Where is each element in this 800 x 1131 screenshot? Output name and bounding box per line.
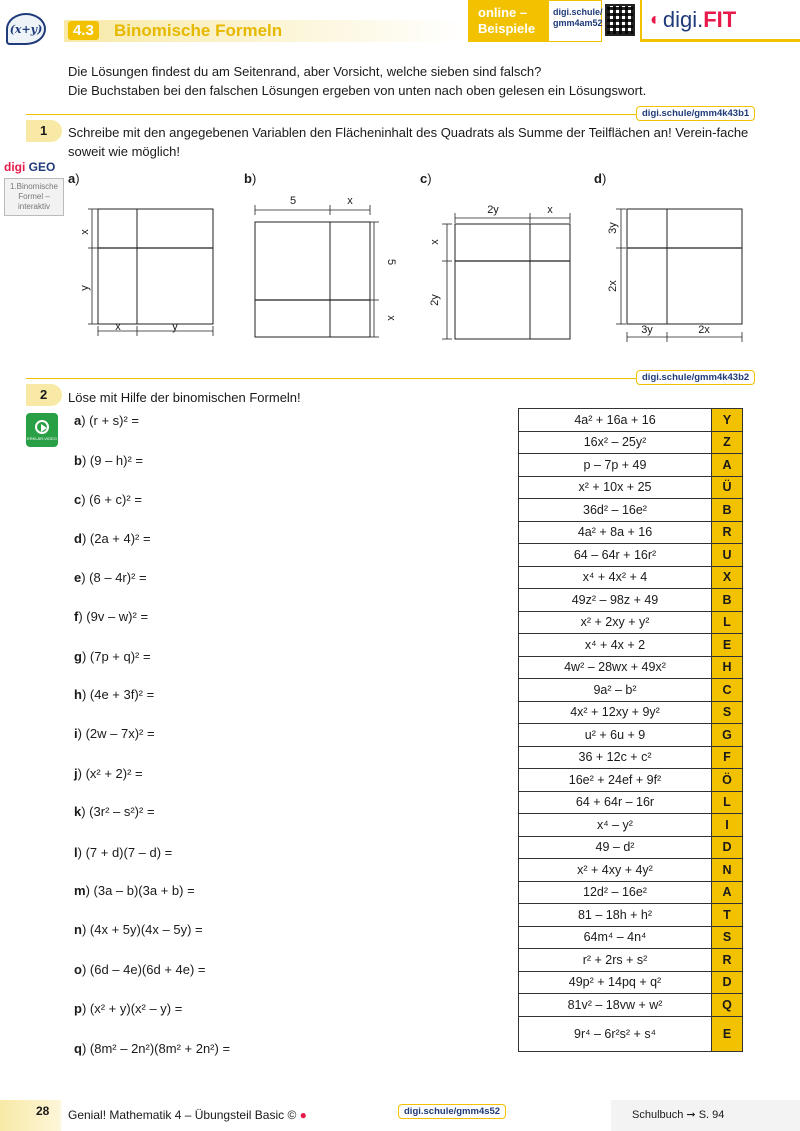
exercise2-text: Löse mit Hilfe der binomischen Formeln! [68,390,301,405]
online-link-line2: gmm4am52 [553,18,603,28]
figure-b-diagram [250,190,400,345]
solution-row [519,926,743,949]
solution-row [519,724,743,747]
solution-letter: G [712,724,743,747]
task-i: i) (2w – 7x)² = [74,726,155,741]
solution-term: 49p² + 14pq + q² [519,971,712,994]
fig-d-left-bottom: 2x [607,280,619,292]
figure-c-label: c) [420,171,432,186]
solution-term: 49 – d² [519,836,712,859]
fig-c-top-right: x [547,204,553,216]
solution-term: 16e² + 24ef + 9f² [519,769,712,792]
task-b: b) (9 – h)² = [74,453,143,468]
exercise1-text: Schreibe mit den angegebenen Variablen den Flächeninhalt des Quadrats als Summe der Teilflächen an! Verein-fache soweit wie möglich! [68,125,749,159]
solution-letter: D [712,971,743,994]
ex2-code-link[interactable]: digi.schule/gmm4k43b2 [636,370,755,385]
digigeo-box[interactable]: 1.Binomische Formel – interaktiv [4,178,64,216]
solution-row [519,994,743,1017]
solution-letter: Y [712,409,743,432]
solution-letter: N [712,859,743,882]
solution-term: u² + 6u + 9 [519,724,712,747]
solutions-table [518,408,743,1052]
intro-line2: Die Buchstaben bei den falschen Lösungen ergeben von unten nach oben gelesen ein Lösungswort. [68,83,647,98]
solution-row [519,454,743,477]
figure-b-label: b) [244,171,257,186]
divider-ex1 [26,114,636,115]
task-p: p) (x² + y)(x² – y) = [74,1001,183,1016]
fig-a-left-bottom: y [79,285,91,291]
solution-letter: R [712,521,743,544]
digifit-icon: ◐ [650,9,661,29]
solution-row [519,544,743,567]
solution-row [519,814,743,837]
ex1-code-link[interactable]: digi.schule/gmm4k43b1 [636,106,755,121]
online-line2: Beispiele [478,21,536,36]
solution-row [519,1016,743,1051]
solution-row [519,791,743,814]
digigeo-logo-a: digi [4,160,26,174]
digigeo-widget[interactable] [4,160,64,216]
solution-row [519,679,743,702]
page-number: 28 [36,1104,50,1118]
solution-term: r² + 2rs + s² [519,949,712,972]
solution-term: 36 + 12c + c² [519,746,712,769]
schoolbook-reference: Schulbuch ➞ S. 94 [632,1109,725,1121]
solution-term: x⁴ + 4x + 2 [519,634,712,657]
solution-term: 4x² + 12xy + 9y² [519,701,712,724]
fig-c-left-bottom: 2y [429,294,441,306]
figure-d-diagram [605,200,745,345]
solution-letter: A [712,454,743,477]
solution-row [519,611,743,634]
task-q: q) (8m² – 2n²)(8m² + 2n²) = [74,1041,231,1056]
solution-letter: E [712,634,743,657]
solution-row [519,589,743,612]
online-examples-link[interactable] [548,0,602,42]
solution-row [519,769,743,792]
solution-row [519,836,743,859]
task-k: k) (3r² – s²)² = [74,804,155,819]
digifit-suffix: FIT [703,6,737,32]
solution-letter: R [712,949,743,972]
figure-c-diagram [425,198,575,348]
solution-letter: F [712,746,743,769]
fig-b-top-right: x [347,195,353,207]
solution-term: p – 7p + 49 [519,454,712,477]
page-header [0,0,800,48]
solution-term: 16x² – 25y² [519,431,712,454]
solution-letter: L [712,611,743,634]
solution-term: 12d² – 16e² [519,881,712,904]
publisher-logo-icon: ● [299,1108,307,1122]
solution-term: 9r⁴ – 6r²s² + s⁴ [519,1016,712,1051]
figure-a-label: a) [68,171,80,186]
section-number: 4.3 [68,21,99,40]
solution-term: x⁴ + 4x² + 4 [519,566,712,589]
online-examples-label [468,0,548,42]
task-n: n) (4x + 5y)(4x – 5y) = [74,922,203,937]
solution-letter: T [712,904,743,927]
exercise2-number: 2 [26,384,62,406]
solution-row [519,634,743,657]
solution-row [519,859,743,882]
solution-letter: D [712,836,743,859]
divider-ex2 [26,378,636,379]
task-a: a) (r + s)² = [74,413,140,428]
online-line1: online – [478,5,528,20]
solution-letter: S [712,926,743,949]
solution-letter: E [712,1016,743,1051]
solution-letter: H [712,656,743,679]
fig-a-bottom-right: y [172,321,178,333]
solution-letter: B [712,499,743,522]
digifit-logo[interactable] [640,0,800,42]
solution-row [519,971,743,994]
explain-video-button[interactable] [26,413,58,447]
fig-b-top-left: 5 [289,195,297,207]
solution-row [519,656,743,679]
intro-line1: Die Lösungen findest du am Seitenrand, aber Vorsicht, welche sieben sind falsch? [68,64,542,79]
solution-row [519,881,743,904]
fig-c-left-top: x [429,239,441,245]
figure-a-diagram [80,200,220,345]
section-title: Binomische Formeln [114,21,283,40]
solution-row [519,566,743,589]
task-g: g) (7p + q)² = [74,649,151,664]
task-f: f) (9v – w)² = [74,609,149,624]
solution-letter: Ü [712,476,743,499]
solution-row [519,904,743,927]
fig-b-right-bottom: x [385,315,397,321]
fig-b-right-top: 5 [385,258,397,266]
solution-letter: Q [712,994,743,1017]
task-m: m) (3a – b)(3a + b) = [74,883,195,898]
solution-term: 81 – 18h + h² [519,904,712,927]
solution-term: x² + 4xy + 4y² [519,859,712,882]
task-o: o) (6d – 4e)(6d + 4e) = [74,962,206,977]
solution-term: x⁴ – y² [519,814,712,837]
solution-letter: X [712,566,743,589]
solution-letter: S [712,701,743,724]
solution-term: 64 – 64r + 16r² [519,544,712,567]
solution-letter: I [712,814,743,837]
solution-term: 36d² – 16e² [519,499,712,522]
fig-d-bottom-left: 3y [641,324,653,336]
task-j: j) (x² + 2)² = [74,766,143,781]
task-h: h) (4e + 3f)² = [74,687,155,702]
solution-letter: U [712,544,743,567]
solution-term: 64m⁴ – 4n⁴ [519,926,712,949]
solution-row [519,409,743,432]
figure-d-label: d) [594,171,607,186]
solution-term: 81v² – 18vw + w² [519,994,712,1017]
task-e: e) (8 – 4r)² = [74,570,147,585]
solution-term: x² + 10x + 25 [519,476,712,499]
intro-text [68,62,768,100]
solution-term: 4a² + 8a + 16 [519,521,712,544]
qr-code-icon[interactable] [605,4,635,36]
solution-row [519,949,743,972]
task-c: c) (6 + c)² = [74,492,142,507]
play-icon [35,420,49,434]
solution-row [519,701,743,724]
solution-term: 64 + 64r – 16r [519,791,712,814]
exercise1-number: 1 [26,120,62,142]
solution-letter: A [712,881,743,904]
page-footer [0,1100,800,1131]
footer-code-link[interactable]: digi.schule/gmm4s52 [398,1104,506,1119]
fig-a-bottom-left: x [115,321,121,333]
footer-title: Genial! Mathematik 4 – Übungsteil Basic © ● [68,1108,307,1122]
solution-row [519,431,743,454]
fig-c-top-left: 2y [487,204,499,216]
solution-term: 49z² – 98z + 49 [519,589,712,612]
solution-term: 4w² – 28wx + 49x² [519,656,712,679]
digigeo-logo-b: GEO [28,160,56,174]
solution-row [519,499,743,522]
solution-term: 4a² + 16a + 16 [519,409,712,432]
fig-d-left-top: 3y [607,222,619,234]
digifit-prefix: digi. [662,6,704,32]
task-l: l) (7 + d)(7 – d) = [74,845,173,860]
solution-letter: Z [712,431,743,454]
task-d: d) (2a + 4)² = [74,531,151,546]
solution-term: x² + 2xy + y² [519,611,712,634]
fig-a-left-top: x [79,229,91,235]
solution-row [519,746,743,769]
solution-letter: Ö [712,769,743,792]
solution-term: 9a² – b² [519,679,712,702]
solution-row [519,521,743,544]
video-badge-text: ERKLÄR-VIDEO [27,435,57,441]
solution-letter: B [712,589,743,612]
solution-row [519,476,743,499]
solution-letter: L [712,791,743,814]
online-link-line1: digi.schule/ [553,7,603,17]
solution-letter: C [712,679,743,702]
fig-d-bottom-right: 2x [698,324,710,336]
chapter-logo-icon: (x+y) [6,13,46,45]
